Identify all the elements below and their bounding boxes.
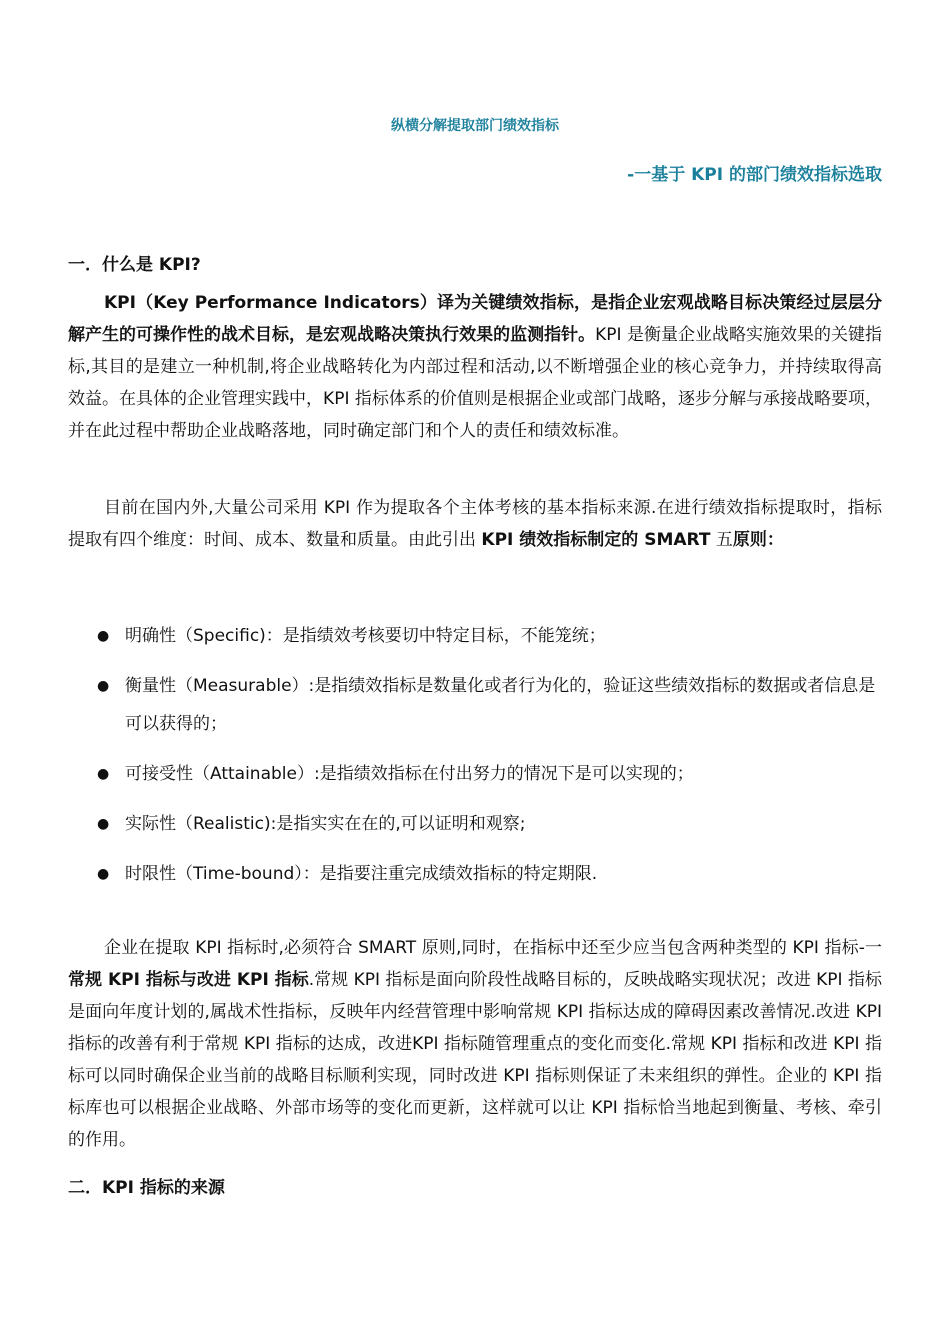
document-title: 纵横分解提取部门绩效指标 bbox=[391, 118, 559, 134]
paragraph-smart-intro bbox=[68, 492, 882, 556]
section-heading-1: 一．什么是 KPI? bbox=[68, 255, 201, 275]
paragraph-kpi-definition-text: KPI 是衡量企业战略实施效果的关键指标,其目的是建立一种机制,将企业战略转化为内部过程和活动,以不断增强企业的核心竞争力，并持续取得高效益。在具体的企业管理实践中，KPI 指标体系的价值则是根据企业或部门战略，逐步分解与承接战略要项，并在此过程中帮助企业战略落地，同时确定部门和个人的责任和绩效标准。 bbox=[68, 325, 882, 441]
list-item bbox=[68, 617, 888, 655]
paragraph-smart-intro-text: 目前在国内外,大量公司采用 KPI 作为提取各个主体考核的基本指标来源.在进行绩效指标提取时，指标提取有四个维度：时间、成本、数量和质量。由此引出 bbox=[68, 498, 882, 550]
paragraph-kpi-types-rest: .常规 KPI 指标是面向阶段性战略目标的，反映战略实现状况；改进 KPI 指标是面向年度计划的,属战术性指标，反映年内经营管理中影响常规 KPI 指标达成的障碍因素改善情况.改进 KPI 指标的改善有利于常规 KPI 指标的达成，改进KPI 指标随管理重点的变化而变化.常规 KPI 指标和改进 KPI 指标可以同时确保企业当前的战略目标顺利实现，同时改进 KPI 指标则保证了未来组织的弹性。企业的 KPI 指标库也可以根据企业战略、外部市场等的变化而更新，这样就可以让 KPI 指标恰当地起到衡量、考核、牵引的作用。 bbox=[68, 970, 882, 1150]
smart-principles-list bbox=[68, 617, 888, 905]
paragraph-smart-intro-bold: KPI 绩效指标制定的 SMART bbox=[481, 530, 711, 550]
list-item-text: 实际性（Realistic):是指实实在在的,可以证明和观察; bbox=[125, 814, 526, 834]
list-item-text: 明确性（Specific)：是指绩效考核要切中特定目标，不能笼统； bbox=[125, 626, 606, 646]
list-item bbox=[68, 667, 888, 743]
paragraph-kpi-definition-bold: KPI（Key Performance Indicators）译为关键绩效指标，是指企业宏观战略目标决策经过层层分解产生的可操作性的战术目标，是宏观战略决策执行效果的监测指针。 bbox=[68, 293, 882, 345]
list-item bbox=[68, 805, 888, 843]
paragraph-kpi-types-bold: 常规 KPI 指标与改进 KPI 指标 bbox=[68, 970, 309, 990]
paragraph-smart-intro-tail: 五 bbox=[710, 530, 733, 550]
list-item-text: 可接受性（Attainable）:是指绩效指标在付出努力的情况下是可以实现的； bbox=[125, 764, 694, 784]
list-item-text: 衡量性（Measurable）:是指绩效指标是数量化或者行为化的，验证这些绩效指标的数据或者信息是可以获得的； bbox=[125, 676, 876, 734]
paragraph-kpi-types-text: 企业在提取 KPI 指标时,必须符合 SMART 原则,同时，在指标中还至少应当包含两种类型的 KPI 指标-一 bbox=[104, 938, 882, 958]
paragraph-kpi-types bbox=[68, 932, 882, 1156]
list-item bbox=[68, 855, 888, 893]
paragraph-kpi-definition bbox=[68, 287, 882, 447]
section-heading-2: 二．KPI 指标的来源 bbox=[68, 1178, 225, 1198]
list-item bbox=[68, 755, 888, 793]
bullet-icon: ● bbox=[97, 628, 110, 644]
list-item-text: 时限性（Time-bound）：是指要注重完成绩效指标的特定期限. bbox=[125, 864, 598, 884]
bullet-icon: ● bbox=[97, 766, 110, 782]
bullet-icon: ● bbox=[97, 678, 110, 694]
paragraph-smart-intro-bold2: 原则： bbox=[732, 530, 784, 550]
bullet-icon: ● bbox=[97, 816, 110, 832]
bullet-icon: ● bbox=[97, 866, 110, 882]
document-subtitle: -一基于 KPI 的部门绩效指标选取 bbox=[627, 165, 882, 185]
